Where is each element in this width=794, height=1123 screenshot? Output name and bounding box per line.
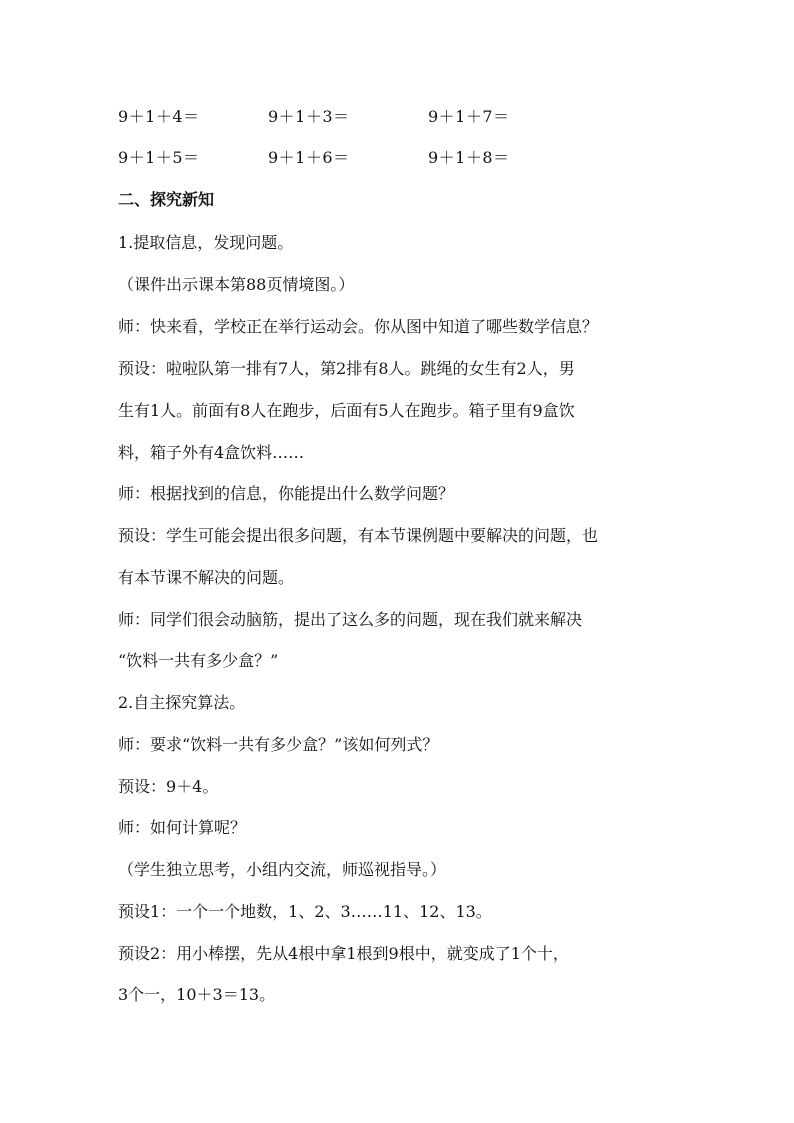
paragraph-line: 料，箱子外有4盒饮料…… [118,443,305,462]
paragraph-line: 有本节课不解决的问题。 [118,568,295,587]
paragraph-line: 预设：9＋4。 [118,777,219,796]
paragraph-line: 预设1：一个一个地数，1、2、3……11、12、13。 [118,902,492,921]
paragraph-line: （课件出示课本第88页情境图。） [118,275,355,294]
subsection-heading: 2.自主探究算法。 [118,693,246,712]
paragraph-line: （学生独立思考，小组内交流，师巡视指导。） [118,860,447,879]
paragraph-line: 师：根据找到的信息，你能提出什么数学问题？ [118,484,455,503]
equation: 9＋1＋4＝ [118,107,200,126]
paragraph-line: 预设2：用小棒摆，先从4根中拿1根到9根中，就变成了1个十， [118,944,569,963]
paragraph-line: 预设：学生可能会提出很多问题，有本节课例题中要解决的问题，也 [118,526,599,545]
paragraph-line: 师：要求“饮料一共有多少盒？”该如何列式？ [118,735,439,754]
equation: 9＋1＋7＝ [428,107,510,126]
paragraph-line: “饮料一共有多少盒？” [118,651,279,670]
section-heading: 二、探究新知 [118,190,215,209]
equation: 9＋1＋5＝ [118,148,200,167]
equation: 9＋1＋6＝ [268,148,350,167]
equation: 9＋1＋8＝ [428,148,510,167]
subsection-heading: 1.提取信息，发现问题。 [118,233,294,252]
equation-row [118,104,688,130]
paragraph-line: 师：同学们很会动脑筋，提出了这么多的问题，现在我们就来解决 [118,610,583,629]
paragraph-line: 生有1人。前面有8人在跑步，后面有5人在跑步。箱子里有9盒饮 [118,401,575,420]
paragraph-line: 师：快来看，学校正在举行运动会。你从图中知道了哪些数学信息？ [118,317,599,336]
paragraph-line: 预设：啦啦队第一排有7人，第2排有8人。跳绳的女生有2人，男 [118,359,575,378]
paragraph-line: 3个一，10＋3＝13。 [118,985,276,1004]
paragraph-line: 师：如何计算呢？ [118,818,247,837]
equation: 9＋1＋3＝ [268,107,350,126]
equation-row [118,145,688,171]
